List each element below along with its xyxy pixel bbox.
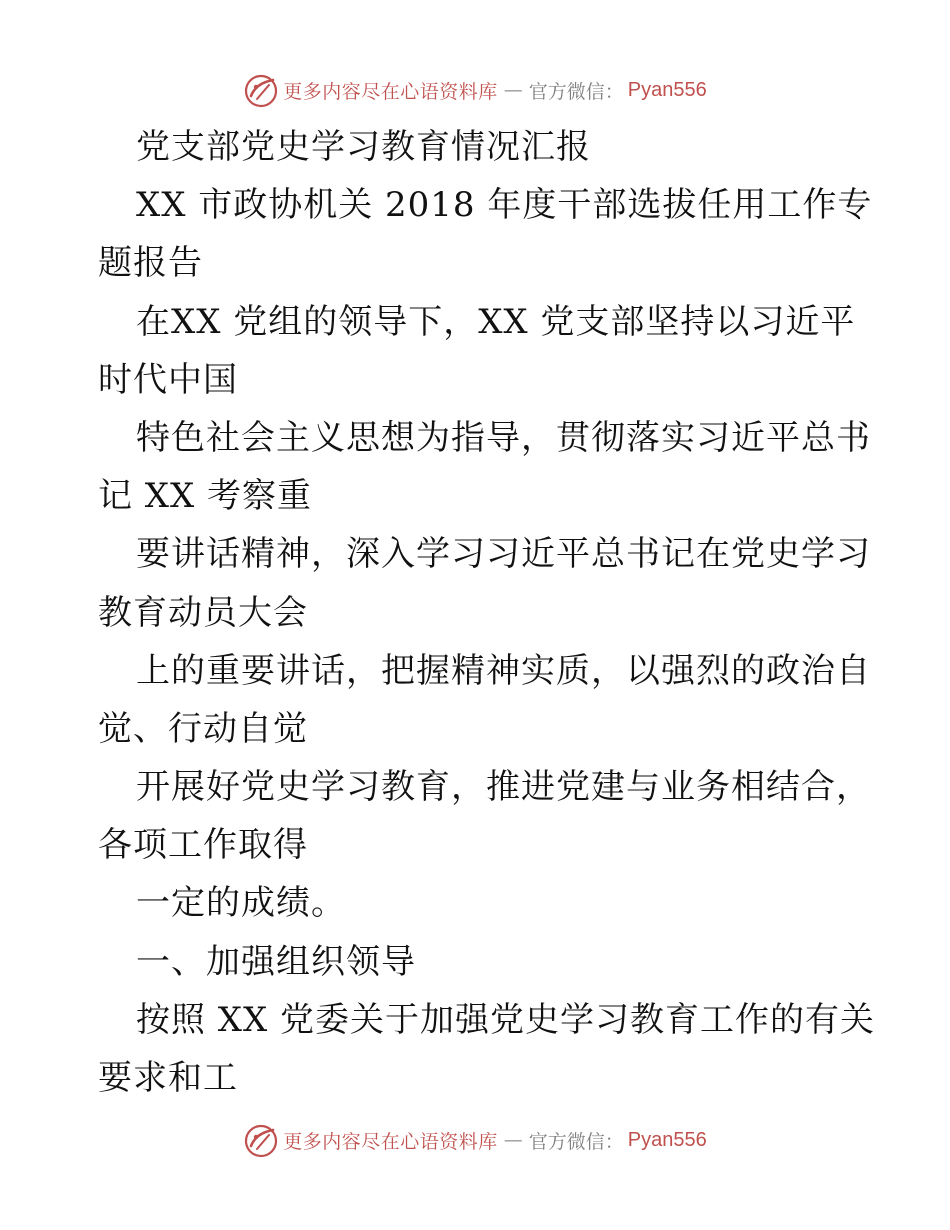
text-line: 一定的成绩。	[136, 883, 346, 924]
text-line: 教育动员大会	[98, 592, 308, 633]
text-line: 要求和工	[98, 1058, 238, 1098]
footer-banner	[0, 1118, 950, 1162]
text-line: 在XX 党组的领导下，XX 党支部坚持以习近平	[136, 301, 856, 342]
brand-logo-icon	[243, 72, 279, 108]
text-line: 按照 XX 党委关于加强党史学习教育工作的有关	[136, 999, 876, 1040]
banner-text: 更多内容尽在心语资料库	[283, 1130, 498, 1153]
text-line: 各项工作取得	[98, 825, 308, 866]
text-line: 上的重要讲话，把握精神实质，以强烈的政治自	[136, 650, 871, 691]
text-line: 要讲话精神，深入学习习近平总书记在党史学习	[136, 534, 871, 575]
text-line: 觉、行动自觉	[98, 708, 308, 749]
text-line: 特色社会主义思想为指导，贯彻落实习近平总书	[136, 417, 871, 458]
banner-separator: —	[503, 79, 523, 101]
banner-wechat-label: 官方微信：	[528, 80, 624, 103]
banner-text: 更多内容尽在心语资料库	[283, 80, 498, 103]
text-line: 记 XX 考察重	[98, 476, 313, 517]
text-line: 题报告	[98, 243, 203, 284]
brand-logo-icon	[243, 1122, 279, 1158]
banner-wechat-id: Pyan556	[627, 78, 707, 101]
banner-separator: —	[503, 1129, 523, 1151]
text-line: 时代中国	[98, 359, 238, 400]
banner-wechat-label: 官方微信：	[528, 1130, 624, 1153]
text-line: XX 市政协机关 2018 年度干部选拔任用工作专	[136, 185, 873, 226]
banner-wechat-id: Pyan556	[627, 1128, 707, 1151]
text-line: 开展好党史学习教育，推进党建与业务相结合，	[136, 767, 871, 808]
header-banner	[0, 68, 950, 112]
text-line: 一、加强组织领导	[136, 941, 416, 982]
text-line: 党支部党史学习教育情况汇报	[136, 127, 591, 167]
document-body	[98, 118, 876, 1107]
